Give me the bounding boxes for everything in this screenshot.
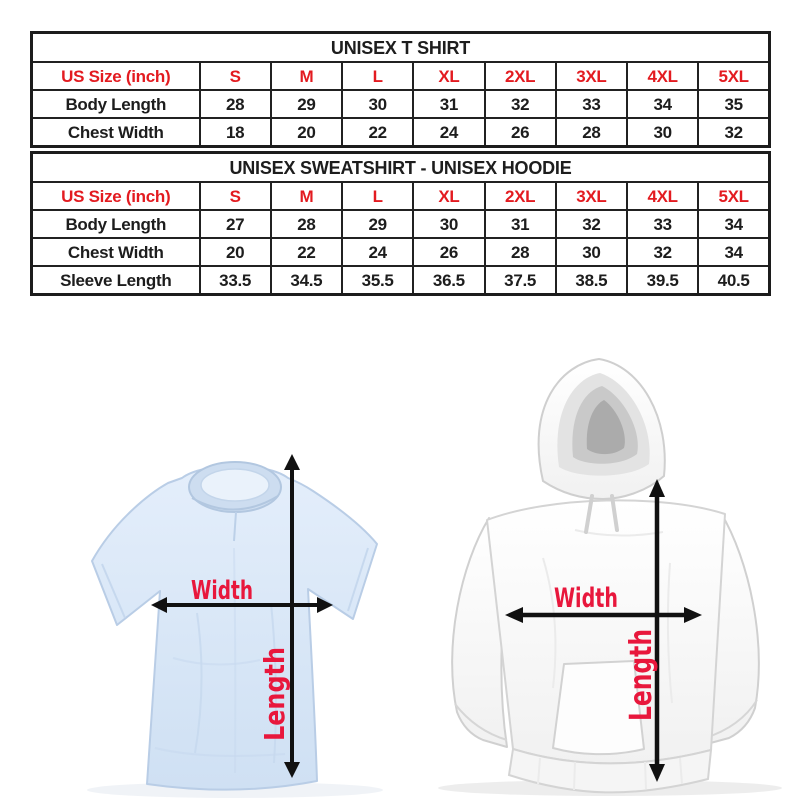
size-col-header-2xl: 2XL <box>485 182 556 210</box>
cell-value: 36.5 <box>413 266 484 295</box>
size-col-header-l: L <box>342 182 413 210</box>
tshirt-table-title: UNISEX T SHIRT <box>32 33 770 63</box>
cell-value: 35 <box>698 90 769 118</box>
cell-value: 32 <box>485 90 556 118</box>
size-col-header-l: L <box>342 62 413 90</box>
cell-value: 22 <box>271 238 342 266</box>
cell-value: 20 <box>271 118 342 147</box>
cell-value: 28 <box>200 90 271 118</box>
size-col-header-m: M <box>271 62 342 90</box>
hoodie-graphic <box>415 348 795 800</box>
row-label-chest-width: Chest Width <box>32 118 200 147</box>
row-label-body-length: Body Length <box>32 90 200 118</box>
cell-value: 28 <box>271 210 342 238</box>
cell-value: 32 <box>627 238 698 266</box>
row-label-body-length: Body Length <box>32 210 200 238</box>
size-col-header-m: M <box>271 182 342 210</box>
table-row <box>32 90 770 118</box>
cell-value: 30 <box>342 90 413 118</box>
row-label-chest-width: Chest Width <box>32 238 200 266</box>
cell-value: 37.5 <box>485 266 556 295</box>
cell-value: 32 <box>556 210 627 238</box>
width-label: Width <box>554 583 618 614</box>
length-label: Length <box>624 603 659 721</box>
tshirt-diagram <box>55 448 400 800</box>
cell-value: 33.5 <box>200 266 271 295</box>
cell-value: 26 <box>485 118 556 147</box>
cell-value: 33 <box>627 210 698 238</box>
size-col-header-5xl: 5XL <box>698 182 769 210</box>
cell-value: 29 <box>271 90 342 118</box>
size-col-header-s: S <box>200 62 271 90</box>
table-row <box>32 266 770 295</box>
cell-value: 22 <box>342 118 413 147</box>
cell-value: 18 <box>200 118 271 147</box>
size-header-label: US Size (inch) <box>32 182 200 210</box>
table-row <box>32 118 770 147</box>
tshirt-graphic <box>55 448 400 800</box>
cell-value: 26 <box>413 238 484 266</box>
cell-value: 34 <box>698 210 769 238</box>
size-col-header-s: S <box>200 182 271 210</box>
tshirt-size-table <box>30 31 771 148</box>
cell-value: 28 <box>556 118 627 147</box>
cell-value: 40.5 <box>698 266 769 295</box>
cell-value: 33 <box>556 90 627 118</box>
cell-value: 30 <box>413 210 484 238</box>
cell-value: 27 <box>200 210 271 238</box>
hoodie-hood <box>539 359 665 499</box>
size-col-header-5xl: 5XL <box>698 62 769 90</box>
size-col-header-xl: XL <box>413 182 484 210</box>
row-label-sleeve-length: Sleeve Length <box>32 266 200 295</box>
size-header-label: US Size (inch) <box>32 62 200 90</box>
hoodie-diagram <box>415 348 795 800</box>
cell-value: 20 <box>200 238 271 266</box>
size-col-header-3xl: 3XL <box>556 182 627 210</box>
hoodie-size-table <box>30 151 771 296</box>
cell-value: 38.5 <box>556 266 627 295</box>
hoodie-table-title: UNISEX SWEATSHIRT - UNISEX HOODIE <box>32 153 770 183</box>
size-col-header-2xl: 2XL <box>485 62 556 90</box>
table-row <box>32 210 770 238</box>
cell-value: 32 <box>698 118 769 147</box>
cell-value: 31 <box>485 210 556 238</box>
size-col-header-xl: XL <box>413 62 484 90</box>
cell-value: 30 <box>556 238 627 266</box>
size-col-header-4xl: 4XL <box>627 62 698 90</box>
cell-value: 39.5 <box>627 266 698 295</box>
cell-value: 35.5 <box>342 266 413 295</box>
cell-value: 29 <box>342 210 413 238</box>
size-col-header-3xl: 3XL <box>556 62 627 90</box>
size-col-header-4xl: 4XL <box>627 182 698 210</box>
cell-value: 34 <box>627 90 698 118</box>
cell-value: 30 <box>627 118 698 147</box>
cell-value: 24 <box>342 238 413 266</box>
length-label: Length <box>258 630 291 741</box>
cell-value: 34.5 <box>271 266 342 295</box>
cell-value: 24 <box>413 118 484 147</box>
cell-value: 34 <box>698 238 769 266</box>
width-label: Width <box>191 576 253 606</box>
table-row <box>32 238 770 266</box>
cell-value: 28 <box>485 238 556 266</box>
cell-value: 31 <box>413 90 484 118</box>
